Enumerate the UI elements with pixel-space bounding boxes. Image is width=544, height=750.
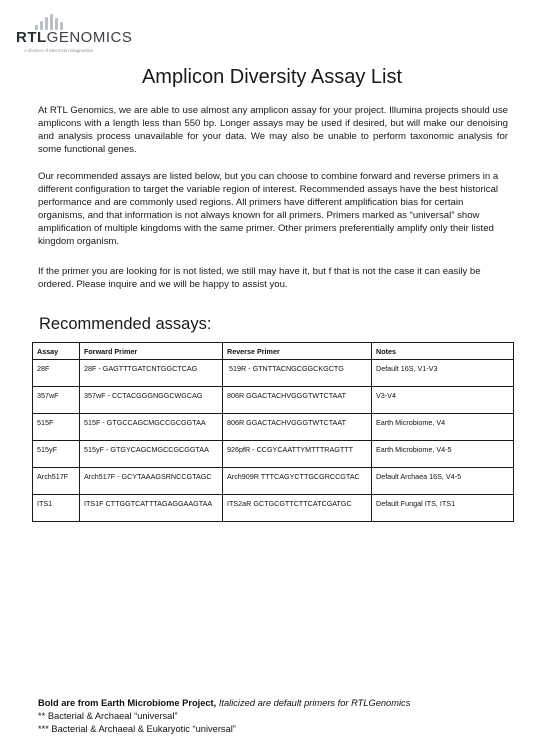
footnote-bold-text: Bold are from Earth Microbiome Project, (38, 698, 217, 708)
logo-wordmark: RTLGENOMICS (16, 29, 133, 46)
table-header-row (33, 343, 514, 360)
footnote-italic-text: Italicized are default primers for RTLGenomics (216, 698, 411, 708)
cell-notes: V3-V4 (372, 387, 514, 414)
table-row (33, 441, 514, 468)
footnotes (38, 697, 518, 736)
cell-notes: Default 16S, V1-V3 (372, 360, 514, 387)
logo-tagline: A division of MicroGen Diagnostics (24, 48, 94, 53)
footnote-legend (38, 697, 518, 710)
cell-forward-primer: 28F - GAGTTTGATCNTGGCTCAG (80, 360, 223, 387)
table-row (33, 414, 514, 441)
table-row (33, 387, 514, 414)
recommended-assays-heading: Recommended assays: (39, 315, 212, 333)
cell-forward-primer: ITS1F CTTGGTCATTTAGAGGAAGTAA (80, 495, 223, 522)
table-row (33, 495, 514, 522)
header-reverse-primer: Reverse Primer (223, 343, 372, 360)
cell-notes: Earth Microbiome, V4 (372, 414, 514, 441)
cell-notes: Earth Microbiome, V4-5 (372, 441, 514, 468)
cell-reverse-primer: 806R GGACTACHVGGGTWTCTAAT (223, 387, 372, 414)
cell-reverse-primer: 926pfR - CCGYCAATTYMTTTRAGTTT (223, 441, 372, 468)
header-forward-primer: Forward Primer (80, 343, 223, 360)
cell-forward-primer: 515F - GTGCCAGCMGCCGCGGTAA (80, 414, 223, 441)
recommended-paragraph: Our recommended assays are listed below, but you can choose to combine forward and reverse primers in a different configuration to target the variable region of interest. Recommended assays have the best historical performance and are commonly used regions. All primers have different amplification bias for certain organisms, and that information is not always known for all primers. Primers marked as “universal” show amplification of multiple kingdoms with the same primer. Other primers preferentially amplify only their listed kingdom organism. (38, 171, 499, 247)
cell-reverse-primer: ITS2aR GCTGCGTTCTTCATCGATGC (223, 495, 372, 522)
cell-reverse-primer: Arch909R TTTCAGYCTTGCGRCCGTAC (223, 468, 372, 495)
cell-reverse-primer: 806R GGACTACHVGGGTWTCTAAT (223, 414, 372, 441)
header-assay: Assay (33, 343, 80, 360)
cell-forward-primer: 515yF - GTGYCAGCMGCCGCGGTAA (80, 441, 223, 468)
footnote-universal-2: ** Bacterial & Archaeal “universal” (38, 711, 178, 721)
inquire-paragraph: If the primer you are looking for is not listed, we still may have it, but f that is not the case it can easily be ordered. Please inquire and we will be happy to assist you. (38, 266, 481, 290)
page-title: Amplicon Diversity Assay List (141, 66, 403, 88)
cell-assay: 28F (33, 360, 80, 387)
cell-reverse-primer: 519R - GTNTTACNGCGGCKGCTG (223, 360, 372, 387)
cell-assay: 357wF (33, 387, 80, 414)
intro-paragraph: At RTL Genomics, we are able to use almost any amplicon assay for your project. Illumina projects should use amplicons with a length less than 550 bp. Longer assays may be used if desired, but will make our denoising and analysis process unavailable for your data. We may also be unable to perform taxonomic analysis for some functional genes. (38, 105, 508, 155)
cell-forward-primer: Arch517F - GCYTAAAGSRNCCGTAGC (80, 468, 223, 495)
footnote-universal-3: *** Bacterial & Archaeal & Eukaryotic “universal” (38, 724, 236, 734)
cell-forward-primer: 357wF - CCTACGGGNGGCWGCAG (80, 387, 223, 414)
table-row (33, 468, 514, 495)
assay-table (32, 342, 514, 522)
logo-bars-icon (35, 14, 95, 30)
table-row (33, 360, 514, 387)
cell-assay: ITS1 (33, 495, 80, 522)
cell-assay: 515F (33, 414, 80, 441)
cell-assay: 515yF (33, 441, 80, 468)
cell-notes: Default Archaea 16S, V4-5 (372, 468, 514, 495)
company-logo (16, 14, 146, 58)
cell-notes: Default Fungal ITS, ITS1 (372, 495, 514, 522)
header-notes: Notes (372, 343, 514, 360)
cell-assay: Arch517F (33, 468, 80, 495)
